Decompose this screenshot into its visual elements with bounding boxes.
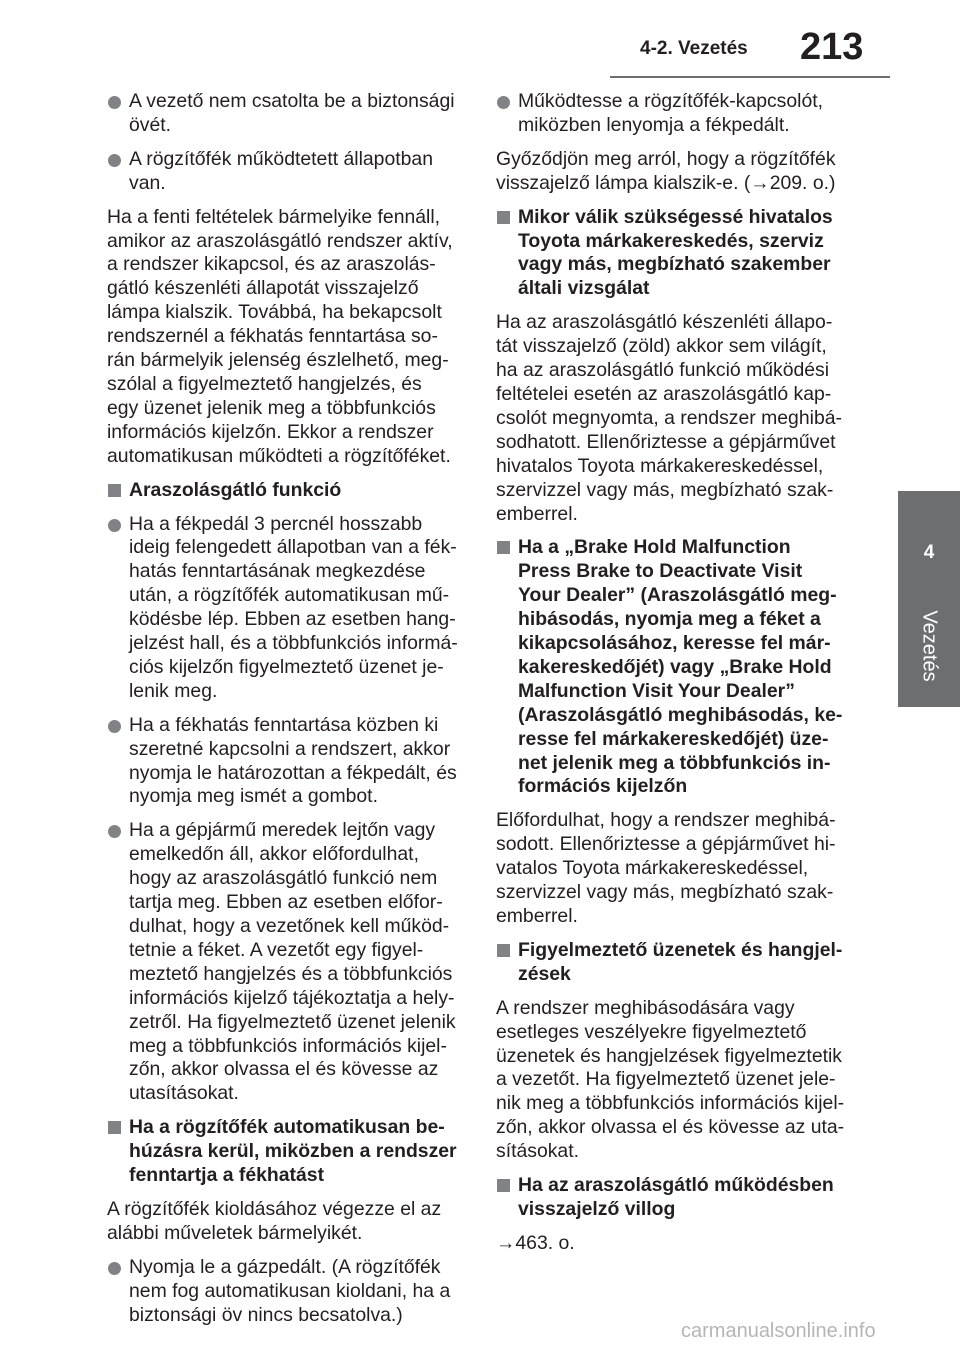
left-block-9: Nyomja le a gázpedált. (A rögzítőfék nem fog automatikusan kioldani, ha a biztonsági öv nincs becsatolva.) <box>107 1256 467 1328</box>
left-column <box>107 90 467 1338</box>
left-block-3: Araszolásgátló funkció <box>107 479 467 503</box>
header-divider <box>610 76 890 78</box>
page-number: 213 <box>800 26 864 68</box>
chapter-tab-number: 4 <box>923 542 935 563</box>
right-block-8: Ha az araszolásgátló működésben visszajelző villog <box>496 1174 856 1222</box>
right-column <box>496 90 856 1266</box>
left-block-5: Ha a fékhatás fenntartása közben ki szeretné kapcsolni a rendszert, akkor nyomja le határozottan a fékpedált, és nyomja meg ismét a gombot. <box>107 714 467 810</box>
right-block-9: →463. o. <box>496 1231 575 1254</box>
watermark: carmanualsonline.info <box>681 1320 876 1342</box>
left-block-6: Ha a gépjármű meredek lejtőn vagy emelkedőn áll, akkor előfordulhat, hogy az araszolásgátló funkció nem tartja meg. Ebben az esetben előfor- dulhat, hogy a vezetőnek kell működ- tetnie a féket. A vezetőt egy figyel- meztető hangjelzés és a többfunkciós információs kijelző tájékoztatja a hely- zetről. Ha figyelmeztető üzenet jelenik meg a többfunkciós információs kijel- zőn, akkor olvassa el és kövesse az utasításokat. <box>107 819 467 1106</box>
right-block-5: Előfordulhat, hogy a rendszer meghibá- sodott. Ellenőriztesse a gépjárművet hi- vatalos Toyota márkakereskedéssel, szervizzel vagy más, megbízható szak- emberrel. <box>496 809 836 927</box>
left-block-2: Ha a fenti feltételek bármelyike fennáll, amikor az araszolásgátló rendszer aktív, a rendszer kikapcsol, és az araszolás- gátló készenléti állapotát visszajelző lámpa kialszik. Továbbá, ha bekapcsolt rendszernél a fékhatás fenntartása so- rán bármelyik jelenség észlelhető, meg- szólal a figyelmeztető hangjelzés, és egy üzenet jelenik meg a többfunkciós információs kijelzőn. Ekkor a rendszer automatikusan működteti a rögzítőféket. <box>107 205 453 467</box>
right-block-6: Figyelmeztető üzenetek és hangjel- zések <box>496 939 856 987</box>
right-block-7: A rendszer meghibásodására vagy esetleges veszélyekre figyelmeztető üzenetek és hangjelzések figyelmeztetik a vezetőt. Ha figyelmeztető üzenet jele- nik meg a többfunkciós információs kijel- zőn, akkor olvassa el és kövesse az uta- sításokat. <box>496 996 845 1163</box>
left-block-0: A vezető nem csatolta be a biztonsági övét. <box>107 90 467 138</box>
left-block-7: Ha a rögzítőfék automatikusan be- húzásra kerül, miközben a rendszer fenntartja a fékhatást <box>107 1116 467 1188</box>
right-block-1: Győződjön meg arról, hogy a rögzítőfék visszajelző lámpa kialszik-e. (→209. o.) <box>496 147 836 194</box>
right-block-3: Ha az araszolásgátló készenléti állapo- tát visszajelző (zöld) akkor sem világít, ha az araszolásgátló funkció működési feltételei esetén az araszolásgátló kap- csolót megnyomta, a rendszer meghibá- sodhatott. Ellenőriztesse a gépjárművet hivatalos Toyota márkakereskedéssel, szervizzel vagy más, megbízható szak- emberrel. <box>496 311 842 525</box>
right-block-0: Működtesse a rögzítőfék-kapcsolót, miközben lenyomja a fékpedált. <box>496 90 856 138</box>
chapter-tab-label: Vezetés <box>918 610 941 682</box>
section-title: 4-2. Vezetés <box>640 38 748 59</box>
right-block-2: Mikor válik szükségessé hivatalos Toyota márkakereskedés, szerviz vagy más, megbízható szakember általi vizsgálat <box>496 206 856 302</box>
left-block-4: Ha a fékpedál 3 percnél hosszabb ideig felengedett állapotban van a fék- hatás fenntartásának megkezdése után, a rögzítőfék automatikusan mű- ködésbe lép. Ebben az esetben hang- jelzést hall, és a többfunkciós informá- ciós kijelzőn figyelmeztető üzenet je- lenik meg. <box>107 513 467 704</box>
right-block-4: Ha a „Brake Hold Malfunction Press Brake to Deactivate Visit Your Dealer” (Araszolásgátló meg- hibásodás, nyomja meg a féket a kikapcsolásához, keresse fel már- kakereskedőjét) vagy „Brake Hold Malfunction Visit Your Dealer” (Araszolásgátló meghibásodás, ke- resse fel márkakereskedőjét) üze- net jelenik meg a többfunkciós in- formációs kijelzőn <box>496 536 856 799</box>
left-block-1: A rögzítőfék működtetett állapotban van. <box>107 148 467 196</box>
left-block-8: A rögzítőfék kioldásához végezze el az alábbi műveletek bármelyikét. <box>107 1197 442 1244</box>
